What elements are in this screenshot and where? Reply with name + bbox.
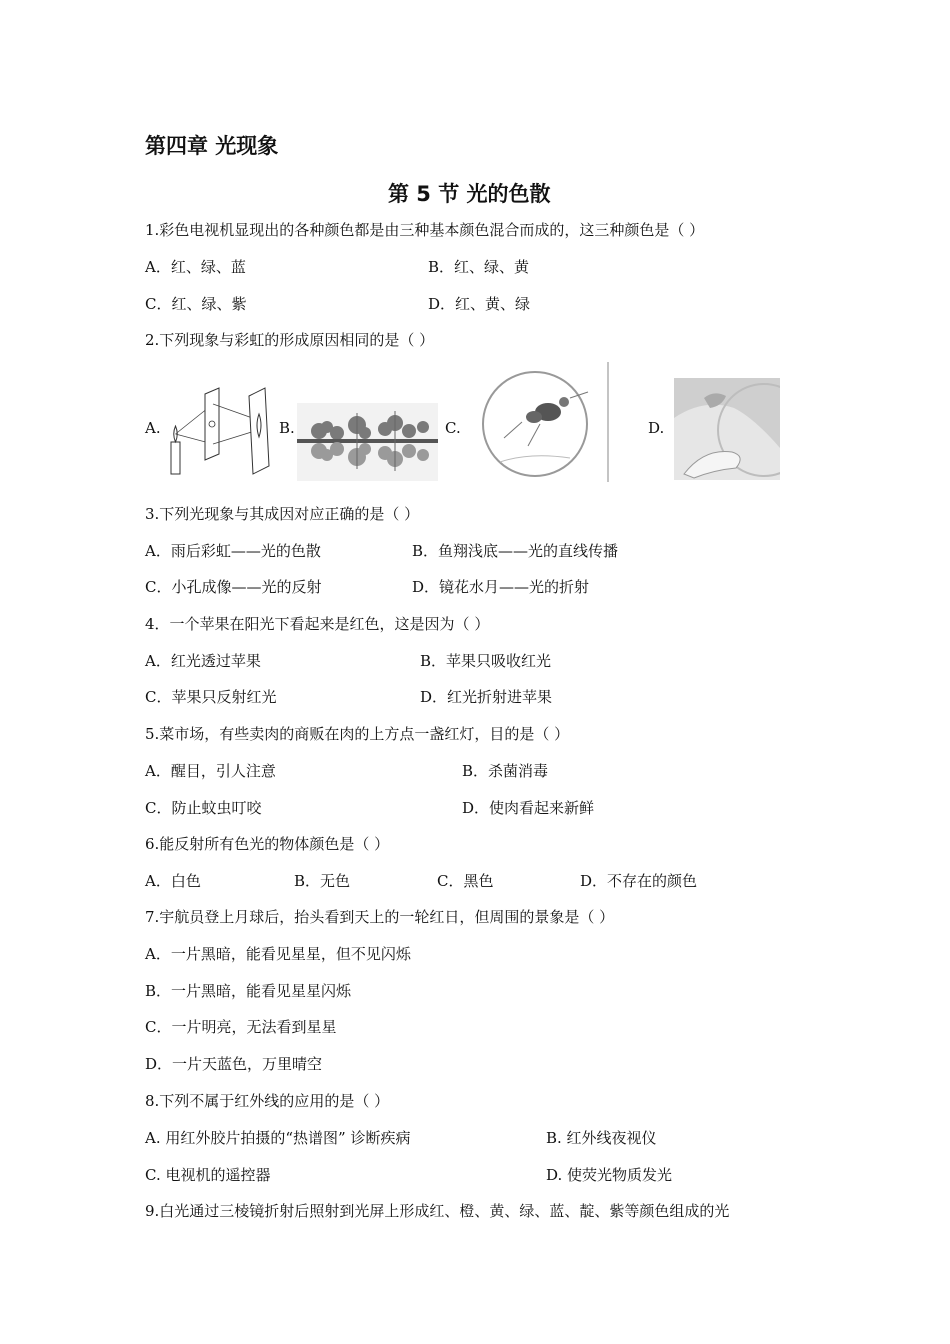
q4-option-a: A．红光透过苹果	[145, 652, 261, 670]
chapter-title: 第四章 光现象	[145, 134, 279, 158]
question-3-stem: 3.下列光现象与其成因对应正确的是（ ）	[145, 505, 420, 523]
q5-option-b: B．杀菌消毒	[462, 762, 549, 780]
question-1-stem: 1.彩色电视机显现出的各种颜色都是由三种基本颜色混合而成的，这三种颜色是（ ）	[145, 221, 705, 239]
q1-option-b: B．红、绿、黄	[428, 258, 530, 276]
q3-option-d: D．镜花水月——光的折射	[412, 578, 590, 596]
q7-option-b: B．一片黑暗，能看见星星闪烁	[145, 982, 352, 1000]
question-6-stem: 6.能反射所有色光的物体颜色是（ ）	[145, 835, 390, 853]
tree-reflection-figure	[297, 403, 438, 481]
q8-option-a: A. 用红外胶片拍摄的“热谱图” 诊断疾病	[145, 1129, 411, 1147]
question-9-stem: 9.白光通过三棱镜折射后照射到光屏上形成红、橙、黄、绿、蓝、靛、紫等颜色组成的光	[145, 1202, 730, 1220]
question-4-stem: 4．一个苹果在阳光下看起来是红色，这是因为（ ）	[145, 615, 490, 633]
question-7-stem: 7.宇航员登上月球后，抬头看到天上的一轮红日，但周围的景象是（ ）	[145, 908, 615, 926]
q5-option-a: A．醒目，引人注意	[145, 762, 276, 780]
q6-option-b: B．无色	[294, 872, 351, 890]
q2-option-c: C.	[445, 419, 461, 437]
q1-option-a: A．红、绿、蓝	[145, 258, 246, 276]
q4-option-b: B．苹果只吸收红光	[420, 652, 552, 670]
q3-option-a: A．雨后彩虹——光的色散	[145, 542, 321, 560]
q3-option-c: C．小孔成像——光的反射	[145, 578, 322, 596]
question-5-stem: 5.菜市场，有些卖肉的商贩在肉的上方点一盏红灯，目的是（ ）	[145, 725, 570, 743]
q5-option-c: C．防止蚊虫叮咬	[145, 799, 262, 817]
q8-option-b: B. 红外线夜视仪	[546, 1129, 657, 1147]
question-8-stem: 8.下列不属于红外线的应用的是（ ）	[145, 1092, 390, 1110]
q4-option-d: D．红光折射进苹果	[420, 688, 553, 706]
q2-option-d: D.	[648, 419, 665, 437]
section-title: 第 5 节 光的色散	[388, 182, 551, 206]
hand-shadow-figure	[674, 378, 780, 480]
q3-option-b: B．鱼翔浅底——光的直线传播	[412, 542, 619, 560]
q6-option-c: C．黑色	[437, 872, 494, 890]
q1-option-c: C．红、绿、紫	[145, 295, 247, 313]
q2-option-b: B.	[279, 419, 295, 437]
question-2-stem: 2.下列现象与彩虹的形成原因相同的是（ ）	[145, 331, 435, 349]
q6-option-d: D．不存在的颜色	[580, 872, 698, 890]
candle-lens-screen-figure	[163, 382, 275, 480]
q6-option-a: A．白色	[145, 872, 201, 890]
q1-option-d: D．红、黄、绿	[428, 295, 531, 313]
magnifier-insect-figure	[470, 362, 612, 482]
q7-option-a: A．一片黑暗，能看见星星，但不见闪烁	[145, 945, 411, 963]
q4-option-c: C．苹果只反射红光	[145, 688, 277, 706]
q8-option-d: D. 使荧光物质发光	[546, 1166, 673, 1184]
q7-option-c: C．一片明亮，无法看到星星	[145, 1018, 337, 1036]
q8-option-c: C. 电视机的遥控器	[145, 1166, 271, 1184]
q5-option-d: D．使肉看起来新鲜	[462, 799, 595, 817]
q7-option-d: D．一片天蓝色，万里晴空	[145, 1055, 323, 1073]
q2-option-a: A.	[145, 419, 161, 437]
